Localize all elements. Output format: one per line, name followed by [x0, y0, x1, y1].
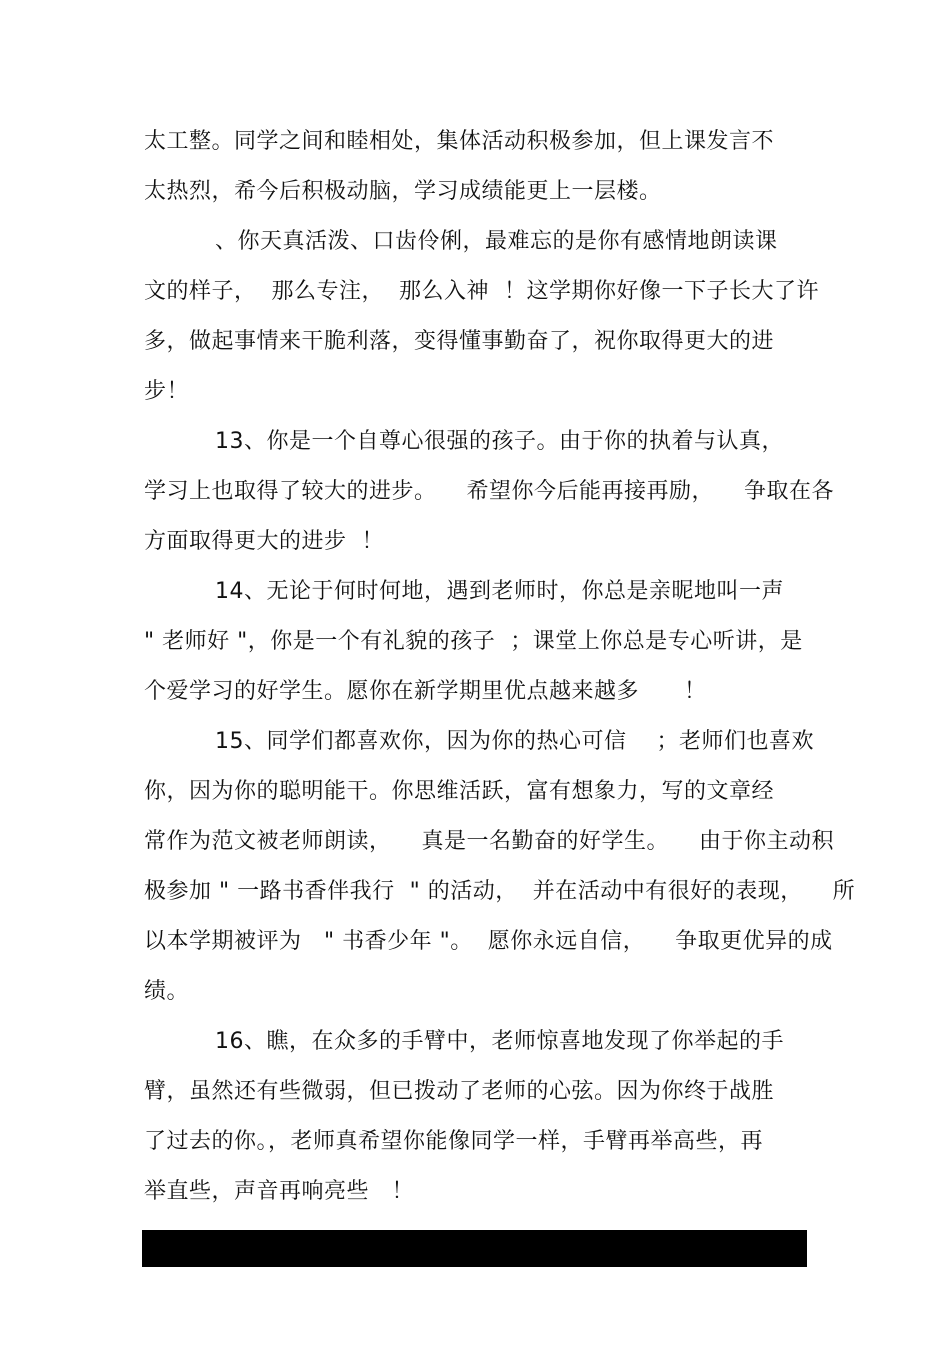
text-line: 学习上也取得了较大的进步。 希望你今后能再接再励， 争取在各: [144, 479, 834, 504]
text-line: 步！: [144, 379, 190, 404]
text-line: " 老师好 "，你是一个有礼貌的孩子 ；课堂上你总是专心听讲，是: [144, 629, 803, 654]
text-line: 举直些，声音再响亮些 ！: [144, 1179, 414, 1204]
text-line: 臂，虽然还有些微弱，但已拨动了老师的心弦。因为你终于战胜: [144, 1079, 775, 1104]
text-line: 太热烈，希今后积极动脑，学习成绩能更上一层楼。: [144, 179, 662, 204]
paragraph-start-line: 15、同学们都喜欢你，因为你的热心可信 ；老师们也喜欢: [215, 729, 814, 754]
paragraph-start-line: 14、无论于何时何地，遇到老师时，你总是亲昵地叫一声: [215, 579, 784, 604]
text-line: 方面取得更大的进步 ！: [144, 529, 384, 554]
text-line: 太工整。同学之间和睦相处，集体活动积极参加，但上课发言不: [144, 129, 775, 154]
paragraph-start-line: 、你天真活泼、口齿伶俐，最难忘的是你有感情地朗读课: [215, 229, 778, 254]
text-line: 极参加 " 一路书香伴我行 " 的活动， 并在活动中有很好的表现， 所: [144, 879, 856, 904]
black-redaction-bar: [142, 1230, 807, 1267]
text-line: 了过去的你。，老师真希望你能像同学一样，手臂再举高些，再: [144, 1129, 764, 1154]
text-line: 多，做起事情来干脆利落，变得懂事勤奋了，祝你取得更大的进: [144, 329, 775, 354]
text-line: 以本学期被评为 " 书香少年 "。 愿你永远自信， 争取更优异的成: [144, 929, 833, 954]
text-line: 你，因为你的聪明能干。你思维活跃，富有想象力，写的文章经: [144, 779, 775, 804]
paragraph-start-line: 13、你是一个自尊心很强的孩子。由于你的执着与认真，: [215, 429, 784, 454]
text-line: 个爱学习的好学生。愿你在新学期里优点越来越多 ！: [144, 679, 707, 704]
text-line: 文的样子， 那么专注， 那么入神 ！这学期你好像一下子长大了许: [144, 279, 819, 304]
text-line: 常作为范文被老师朗读， 真是一名勤奋的好学生。 由于你主动积: [144, 829, 834, 854]
paragraph-start-line: 16、瞧，在众多的手臂中，老师惊喜地发现了你举起的手: [215, 1029, 784, 1054]
text-line: 绩。: [144, 979, 190, 1004]
